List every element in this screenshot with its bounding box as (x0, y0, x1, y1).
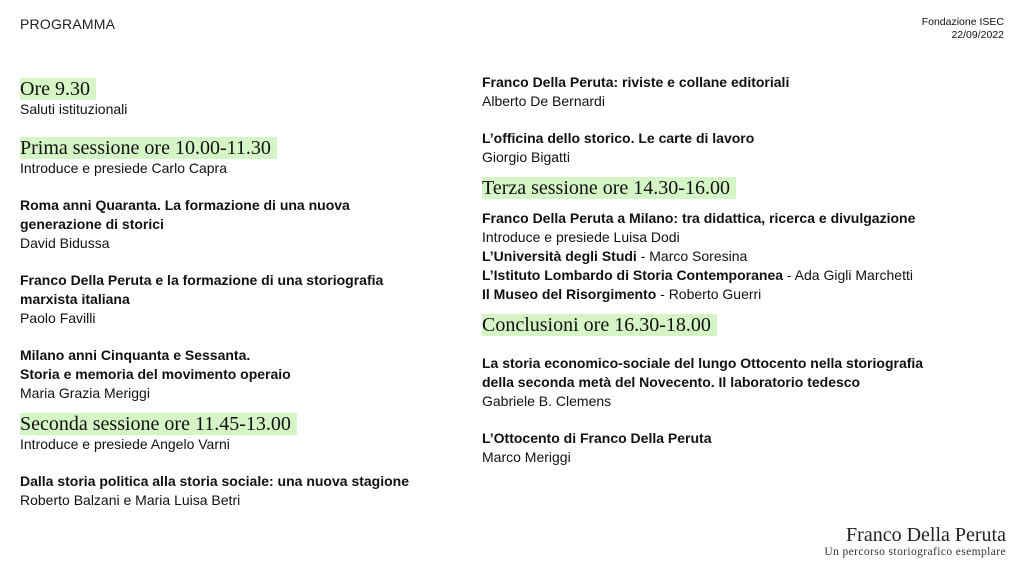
program-left-column (20, 78, 480, 510)
talk-title-cont: marxista italiana (20, 291, 130, 307)
panel-item-institution: L’Istituto Lombardo di Storia Contemporanea (482, 267, 784, 283)
first-session-chair: Introduce e presiede Carlo Capra (20, 160, 228, 176)
talk-title: Dalla storia politica alla storia sociale: una nuova stagione (20, 473, 410, 489)
program-right-column (482, 73, 1012, 467)
event-date: 22/09/2022 (951, 29, 1004, 41)
talk-speaker: David Bidussa (20, 235, 110, 251)
talk-title: La storia economico-sociale del lungo Ottocento nella storiografia (482, 355, 924, 371)
panel-item-institution: Il Museo del Risorgimento (482, 286, 657, 302)
talk-title: Franco Della Peruta: riviste e collane editoriali (482, 74, 790, 90)
brand-subtitle: Un percorso storiografico esemplare (824, 546, 1006, 558)
talk-speaker: Maria Grazia Meriggi (20, 385, 150, 401)
talk-title-cont: della seconda metà del Novecento. Il laboratorio tedesco (482, 374, 861, 390)
talk-title: Milano anni Cinquanta e Sessanta. (20, 347, 251, 363)
talk-speaker: Giorgio Bigatti (482, 149, 570, 165)
panel-item (482, 266, 1012, 285)
org-block (922, 16, 1004, 42)
brand-title: Franco Della Peruta (846, 524, 1006, 546)
panel-item-speaker: - Marco Soresina (636, 248, 748, 264)
talk-title: Franco Della Peruta e la formazione di una storiografia (20, 272, 384, 288)
talk-title: L’officina dello storico. Le carte di lavoro (482, 130, 755, 146)
opening-line: Saluti istituzionali (20, 101, 128, 117)
talk-speaker: Paolo Favilli (20, 310, 96, 326)
second-session-chair: Introduce e presiede Angelo Varni (20, 436, 230, 452)
talk-speaker: Alberto De Bernardi (482, 93, 605, 109)
talk-title: Franco Della Peruta a Milano: tra didattica, ricerca e divulgazione (482, 210, 916, 226)
panel-item-institution: L’Università degli Studi (482, 248, 637, 264)
session-heading-first: Prima sessione ore 10.00-11.30 (20, 137, 277, 159)
talk-speaker: Marco Meriggi (482, 449, 571, 465)
session-heading-third: Terza sessione ore 14.30-16.00 (482, 177, 736, 199)
panel-item (482, 247, 1012, 266)
session-heading-opening: Ore 9.30 (20, 78, 96, 100)
panel-item (482, 285, 1012, 304)
session-heading-second: Seconda sessione ore 11.45-13.00 (20, 413, 297, 435)
panel-item-speaker: - Roberto Guerri (656, 286, 762, 302)
talk-title-cont: generazione di storici (20, 216, 164, 232)
third-session-chair: Introduce e presiede Luisa Dodi (482, 229, 680, 245)
talk-title: Roma anni Quaranta. La formazione di una nuova (20, 197, 350, 213)
talk-speaker: Gabriele B. Clemens (482, 393, 612, 409)
org-name: Fondazione ISEC (921, 16, 1004, 28)
talk-title: L’Ottocento di Franco Della Peruta (482, 430, 712, 446)
session-heading-conclusions: Conclusioni ore 16.30-18.00 (482, 314, 717, 336)
panel-item-speaker: - Ada Gigli Marchetti (783, 267, 913, 283)
talk-speaker: Roberto Balzani e Maria Luisa Betri (20, 492, 241, 508)
brand-block (824, 524, 1006, 558)
talk-title-cont: Storia e memoria del movimento operaio (20, 366, 291, 382)
page-title: PROGRAMMA (20, 16, 116, 32)
